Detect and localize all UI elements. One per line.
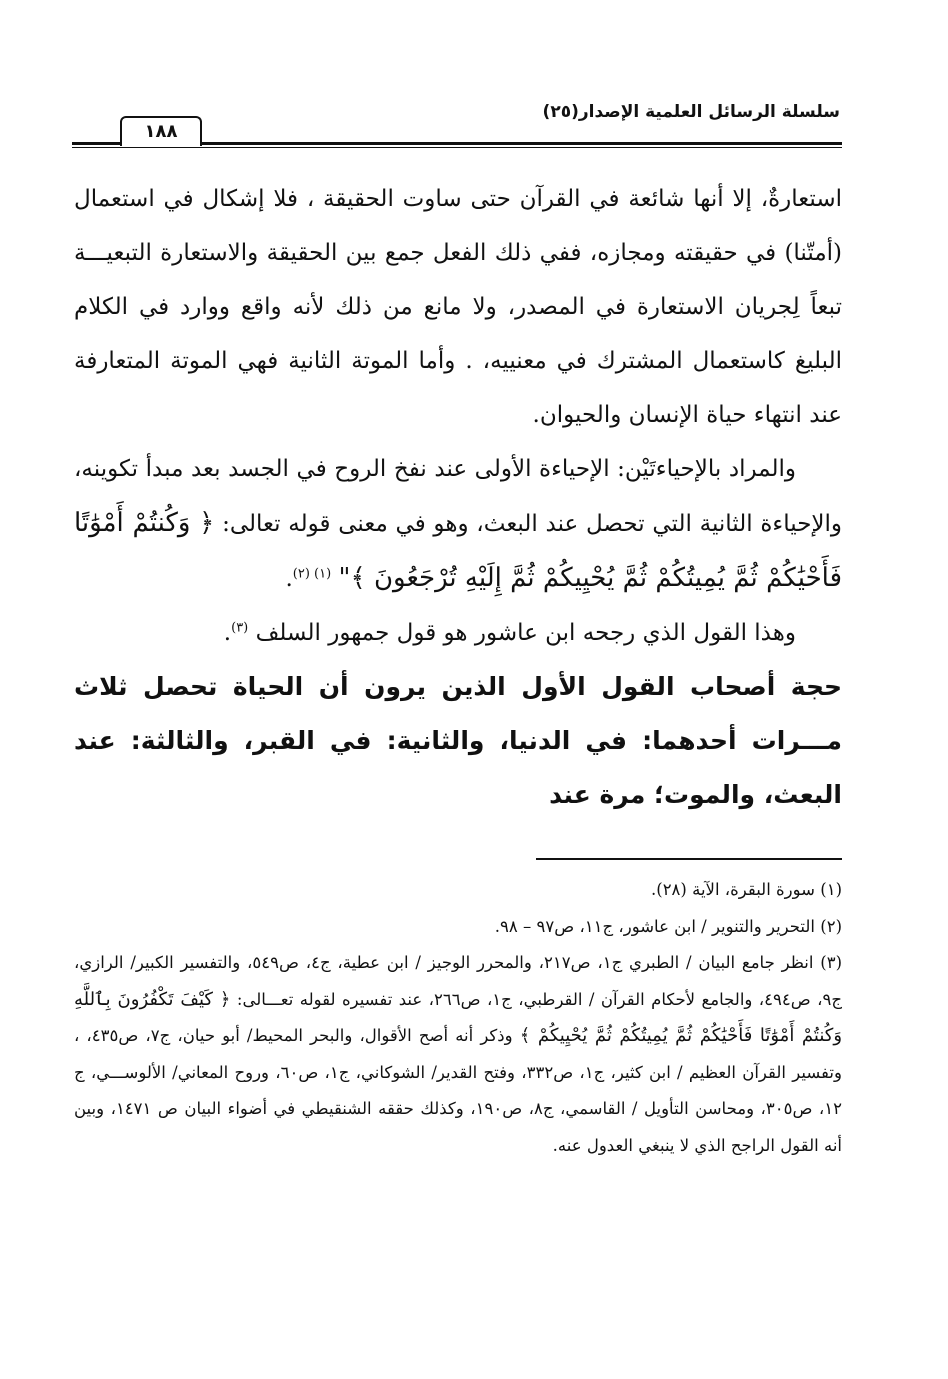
footnote-3 [74, 945, 842, 1164]
footnote-quran-verse: ﴿ كَيْفَ تَكْفُرُونَ بِٱللَّهِ وَكُنتُمْ أَمْوَٰتًا فَأَحْيَٰكُمْ ثُمَّ يُمِيتُكُمْ ثُمَّ يُحْيِيكُمْ ﴾ [74, 988, 843, 1046]
footnote-ref: (١) (٢) [292, 566, 332, 582]
footnote-2: (٢) التحرير والتنوير / ابن عاشور، ج١١، ص٩٧ – ٩٨. [494, 916, 842, 936]
quran-verse: ﴿ وَكُنتُمْ أَمْوَٰتًا فَأَحْيَٰكُمْ ثُمَّ يُمِيتُكُمْ ثُمَّ يُحْيِيكُمْ ثُمَّ إِلَيْهِ تُرْجَعُونَ ﴾" [74, 508, 842, 593]
footnote-3-text-a: (٣) انظر جامع البيان / الطبري ج١، ص٢١٧، والمحرر الوجيز / ابن عطية، ج٤، ص٥٤٩، والتفسير الكبير/ الرازي، ج٩، ص٤٩٤، والجامع لأحكام القرآن / القرطبي، ج١، ص٢٦٦، عند تفسيره لقوله تعـــالى: [74, 953, 842, 1009]
footnotes [74, 872, 842, 1164]
paragraph-2-text: والمراد بالإحياءتَيْن: الإحياءة الأولى عند نفخ الروح في الجسد بعد مبدأ تكوينه، والإحياءة الثانية التي تحصل عند البعث، وهو في معنى قوله تعالى: [74, 456, 843, 537]
header-rule-thin [72, 147, 842, 148]
footnote-1: (١) سورة البقرة، الآية (٢٨). [651, 880, 842, 899]
page-header [72, 96, 842, 152]
paragraph-3-text: وهذا القول الذي رجحه ابن عاشور هو قول جمهور السلف [255, 620, 796, 646]
footnote-3-text-b: وذكر أنه أصح الأقوال، والبحر المحيط/ أبو حيان، ج٧، ص٤٣٥، ، وتفسير القرآن العظيم / ابن كثير، ج١، ص٣٣٢، وفتح القدير/ الشوكاني، ج١، ص٦٠، وروح المعاني/ الألوســـي، ج ١٢، ص٣٠٥، ومحاسن التأويل / القاسمي، ج٨، ص١٩٠، وكذلك حققه الشنقيطي في أضواء البيان ص ١٤٧١، وبين أنه القول الراجح الذي لا ينبغي العدول عنه. [74, 1026, 842, 1155]
paragraph-3: وهذا القول الذي رجحه ابن عاشور هو قول جمهور السلف $^{(٣)}$. [223, 620, 796, 646]
paragraph-1: استعارةٌ، إلا أنها شائعة في القرآن حتى ساوت الحقيقة ، فلا إشكال في استعمال (أمتّنا) في حقيقته ومجازه، ففي ذلك الفعل جمع بين الحقيقة والاستعارة التبعيـــة تبعاً لِجريان الاستعارة في المصدر، ولا مانع من ذلك لأنه واقع ووارد في الكلام البليغ كاستعمال المشترك في معنييه، . وأما الموتة الثانية فهي الموتة المتعارفة عند انتهاء حياة الإنسان والحيوان. [74, 186, 842, 428]
main-text [74, 172, 842, 822]
series-title: سلسلة الرسائل العلمية الإصدار(٢٥) [542, 102, 840, 122]
paragraph-2: والمراد بالإحياءتَيْن: الإحياءة الأولى عند نفخ الروح في الجسد بعد مبدأ تكوينه، والإحياءة الثانية التي تحصل عند البعث، وهو في معنى قوله تعالى: ﴿ وَكُنتُمْ أَمْوَٰتًا فَأَحْيَٰكُمْ ثُمَّ يُمِيتُكُمْ ثُمَّ يُحْيِيكُمْ ثُمَّ إِلَيْهِ تُرْجَعُونَ ﴾" $^{(١) (٢)}$. [74, 456, 843, 593]
section-heading: حجة أصحاب القول الأول الذين يرون أن الحياة تحصل ثلاث مـــرات أحدهما: في الدنيا، والثانية: في القبر، والثالثة: عند البعث، والموت؛ مرة عند [74, 672, 842, 809]
footnote-ref: (٣) [231, 620, 249, 636]
page-number: ١٨٨ [120, 116, 202, 146]
footnote-separator [536, 858, 842, 860]
